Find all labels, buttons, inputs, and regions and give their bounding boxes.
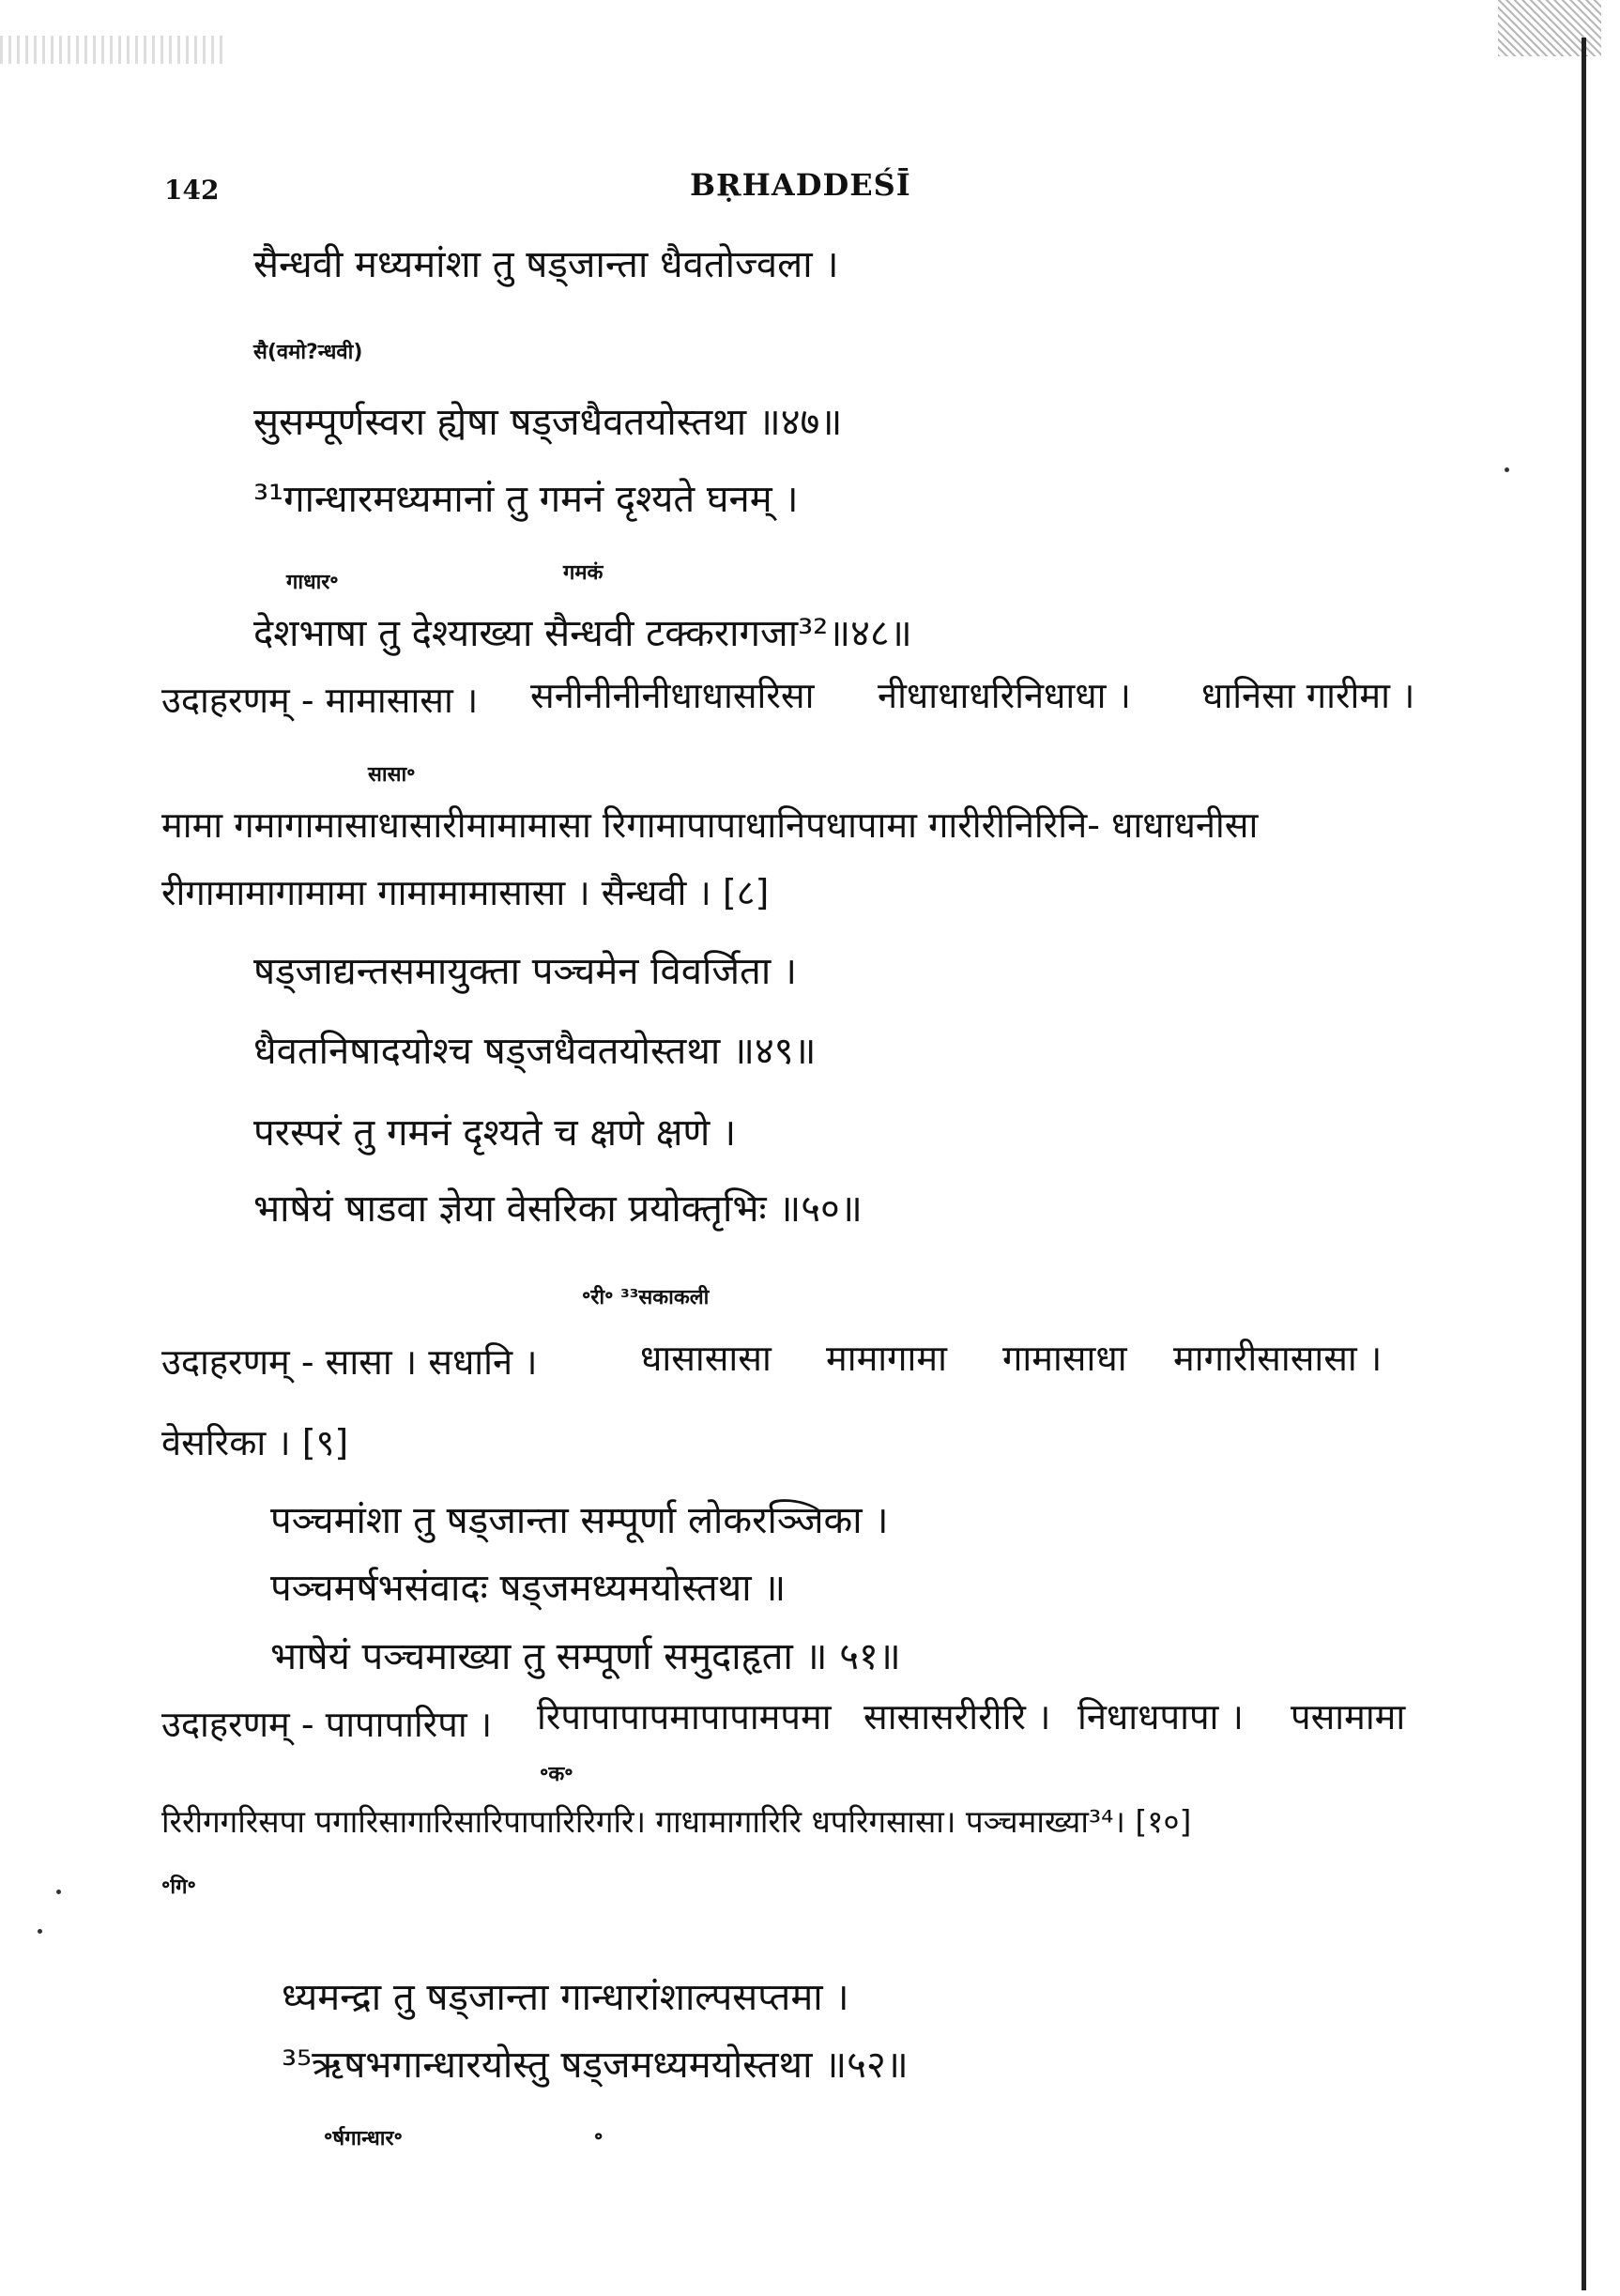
verse-line: धैवतनिषादयोश्च षड्जधैवतयोस्तथा ॥४९॥ [253,1030,817,1073]
verse-line: षड्जाद्यन्तसमायुक्ता पञ्चमेन विवर्जिता । [253,950,798,993]
footnote-gloss: ॰र्षगान्धार॰ [324,2127,403,2151]
verse-line: ³⁵ऋषभगान्धारयोस्तु षड्जमध्यमयोस्तथा ॥५२॥ [282,2043,909,2087]
footnote-gloss: सासा॰ [368,763,416,787]
running-head: BṚHADDEŚĪ [690,167,911,203]
example-segment: मागारीसासासा । [1173,1338,1383,1379]
example-segment: धानिसा गारीमा । [1201,675,1415,716]
scan-speckle [0,36,225,64]
example-segment: नीधाधाधरिनिधाधा । [878,675,1131,716]
example-segment: गामासाधा [1002,1338,1127,1379]
footnote-gloss: ॰ [594,2127,604,2151]
footnote-gloss: गमकं [563,561,604,585]
verse-line: सुसम्पूर्णस्वरा ह्येषा षड्जधैवतयोस्तथा ॥४७॥ [253,401,843,444]
verse-line: भाषेयं षाडवा ज्ञेया वेसरिका प्रयोक्तृभिः ॥५०॥ [253,1187,863,1231]
example-line: रिरीगगरिसपा पगारिसागारिसारिपापारिरिगरि। गाधामागारिरि धपरिगसासा। पञ्चमाख्या³⁴। [१०] [161,1803,1192,1840]
footnote-gloss: ॰क॰ [540,1763,573,1786]
verse-line: पञ्चमांशा तु षड्जान्ता सम्पूर्णा लोकरञ्जिका । [270,1499,889,1542]
example-line: उदाहरणम् - मामासासा । [161,680,479,721]
scan-speck [1505,467,1509,472]
scan-speck [38,1929,42,1934]
example-line: उदाहरणम् - पापापारिपा । [161,1704,493,1745]
example-segment: सासासरीरीरि । [863,1696,1051,1737]
example-segment: धासासासा [640,1338,772,1379]
footnote-gloss: गाधार॰ [286,571,339,594]
verse-line: ध्यमन्द्रा तु षड्जान्ता गान्धारांशाल्पसप्तमा । [282,1976,849,2019]
example-line: मामा गमागामासाधासारीमामामासा रिगामापापाधानिपधापामा गारीरीनिरिनि- धाधाधनीसा [161,804,1259,846]
verse-line: भाषेयं पञ्चमाख्या तु सम्पूर्णा समुदाहृता ॥ ५१॥ [270,1635,901,1678]
footnote-gloss: सै(वमो?न्धवी) [253,341,363,364]
page-number: 142 [164,175,220,206]
example-segment: निधाधपापा । [1077,1696,1244,1737]
verse-line: ³¹गान्धारमध्यमानां तु गमनं दृश्यते घनम् । [253,478,799,521]
footnote-gloss: ॰गि॰ [161,1875,196,1899]
page-edge-line [1582,38,1586,2290]
example-line: वेसरिका । [९] [161,1422,349,1463]
example-segment: रिपापापापमापापामपमा [537,1696,832,1737]
verse-line: पञ्चमर्षभसंवादः षड्जमध्यमयोस्तथा ॥ [270,1567,787,1610]
footnote-gloss: ॰री॰ ³³सकाकली [582,1286,710,1309]
verse-line: सैन्धवी मध्यमांशा तु षड्जान्ता धैवतोज्वला । [253,243,839,286]
verse-line: देशभाषा तु देश्याख्या सैन्धवी टक्करागजा³²॥४८॥ [253,612,912,655]
example-segment: सनीनीनीनीधाधासरिसा [530,675,815,716]
example-line: रीगामामागामामा गामामामासासा । सैन्धवी । [८] [161,872,770,913]
scan-speck [56,1890,61,1894]
example-line: उदाहरणम् - सासा । सधानि । [161,1341,538,1383]
example-segment: मामागामा [826,1338,947,1379]
verse-line: परस्परं तु गमनं दृश्यते च क्षणे क्षणे । [253,1111,737,1155]
example-segment: पसामामा [1291,1696,1406,1737]
page-header [164,167,1423,214]
